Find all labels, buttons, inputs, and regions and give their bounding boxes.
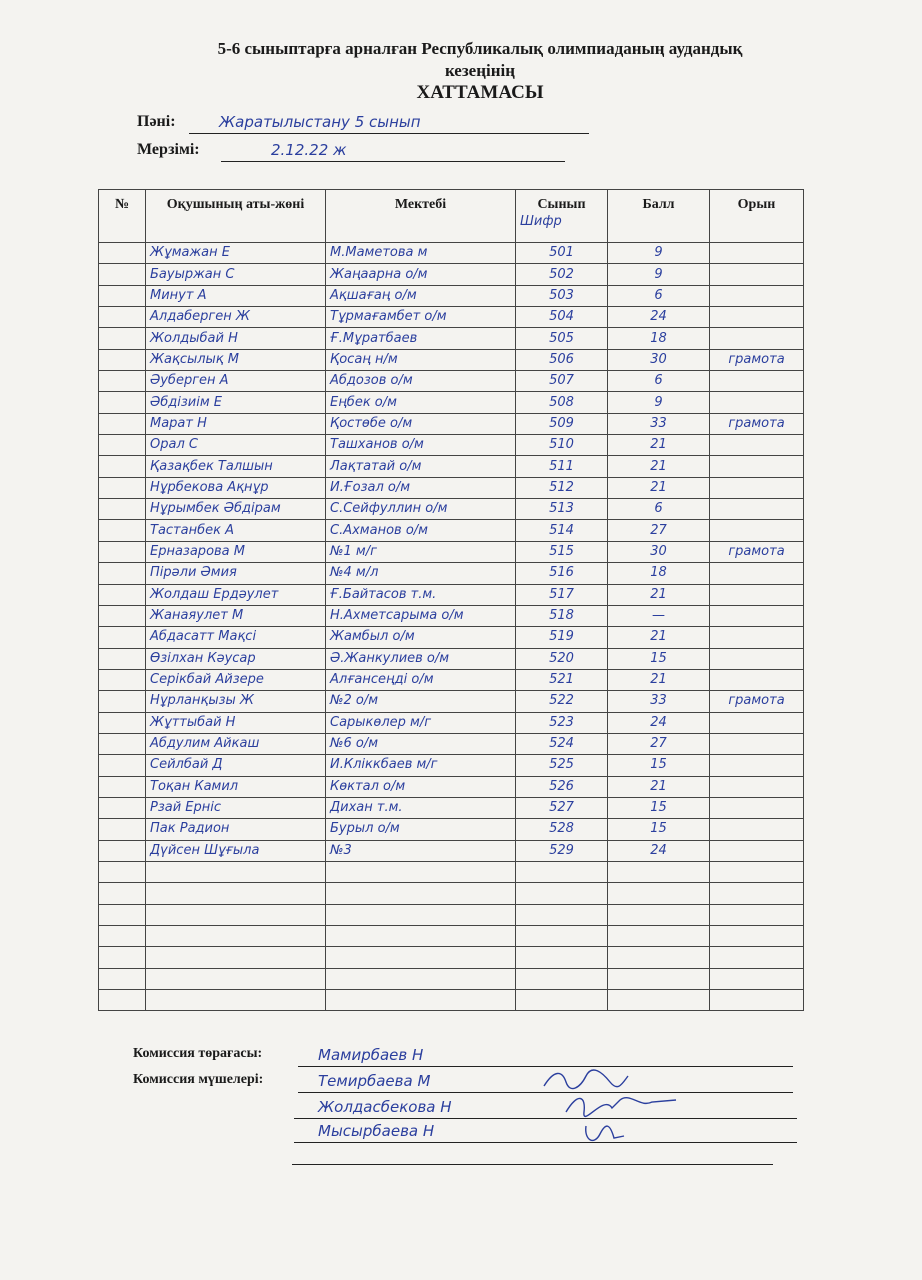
score: 24 xyxy=(608,712,710,733)
row-number xyxy=(99,584,146,605)
row-number xyxy=(99,733,146,754)
title-line-3: ХАТТАМАСЫ xyxy=(416,82,544,103)
score xyxy=(608,883,710,904)
school-name: С.Сейфуллин о/м xyxy=(326,499,516,520)
row-number xyxy=(99,648,146,669)
row-number xyxy=(99,520,146,541)
school-name: Жаңаарна о/м xyxy=(326,264,516,285)
school-name: №4 м/л xyxy=(326,563,516,584)
score: — xyxy=(608,605,710,626)
student-name: Әуберген А xyxy=(146,371,326,392)
row-number xyxy=(99,349,146,370)
student-name xyxy=(146,947,326,968)
member-line-1: Темирбаева М xyxy=(298,1072,793,1093)
school-name: №3 xyxy=(326,840,516,861)
place xyxy=(710,499,804,520)
table-row xyxy=(99,627,804,648)
school-name: Көктал о/м xyxy=(326,776,516,797)
score: 27 xyxy=(608,733,710,754)
student-name: Абдулим Айкаш xyxy=(146,733,326,754)
place xyxy=(710,883,804,904)
row-number xyxy=(99,840,146,861)
place xyxy=(710,563,804,584)
score xyxy=(608,968,710,989)
school-name: Ташханов о/м xyxy=(326,435,516,456)
class-cipher xyxy=(516,904,608,925)
school-name xyxy=(326,947,516,968)
student-name xyxy=(146,883,326,904)
class-cipher: 529 xyxy=(516,840,608,861)
class-cipher: 516 xyxy=(516,563,608,584)
table-row xyxy=(99,712,804,733)
row-number xyxy=(99,307,146,328)
table-row xyxy=(99,349,804,370)
student-name xyxy=(146,968,326,989)
class-cipher: 507 xyxy=(516,371,608,392)
table-row xyxy=(99,947,804,968)
student-name xyxy=(146,926,326,947)
class-cipher xyxy=(516,926,608,947)
score: 15 xyxy=(608,648,710,669)
place xyxy=(710,264,804,285)
row-number xyxy=(99,883,146,904)
student-name: Тастанбек А xyxy=(146,520,326,541)
class-cipher: 521 xyxy=(516,669,608,690)
place xyxy=(710,797,804,818)
place xyxy=(710,648,804,669)
members-label: Комиссия мүшелері: xyxy=(133,1072,264,1087)
place xyxy=(710,307,804,328)
student-name: Жұттыбай Н xyxy=(146,712,326,733)
student-name: Әбдізиім Е xyxy=(146,392,326,413)
school-name: Қостөбе о/м xyxy=(326,413,516,434)
student-name: Тоқан Камил xyxy=(146,776,326,797)
row-number xyxy=(99,776,146,797)
place xyxy=(710,477,804,498)
class-cipher xyxy=(516,968,608,989)
school-name: Н.Ахметсарыма о/м xyxy=(326,605,516,626)
place xyxy=(710,328,804,349)
place xyxy=(710,243,804,264)
class-cipher: 510 xyxy=(516,435,608,456)
row-number xyxy=(99,541,146,562)
score: 21 xyxy=(608,776,710,797)
score: 9 xyxy=(608,392,710,413)
student-name: Ерназарова М xyxy=(146,541,326,562)
school-name xyxy=(326,904,516,925)
place xyxy=(710,840,804,861)
school-name: Жамбыл о/м xyxy=(326,627,516,648)
row-number xyxy=(99,627,146,648)
school-name: Сарыкөлер м/г xyxy=(326,712,516,733)
table-row xyxy=(99,435,804,456)
class-cipher: 528 xyxy=(516,819,608,840)
row-number xyxy=(99,264,146,285)
results-body xyxy=(99,243,804,1011)
class-cipher: 520 xyxy=(516,648,608,669)
place xyxy=(710,285,804,306)
student-name: Пак Радион xyxy=(146,819,326,840)
table-row xyxy=(99,648,804,669)
header-cipher-handwritten: Шифр xyxy=(520,214,562,229)
table-row xyxy=(99,328,804,349)
school-name xyxy=(326,926,516,947)
header-school: Мектебі xyxy=(326,190,516,243)
score: 15 xyxy=(608,797,710,818)
class-cipher: 515 xyxy=(516,541,608,562)
class-cipher: 501 xyxy=(516,243,608,264)
row-number xyxy=(99,243,146,264)
score: 33 xyxy=(608,691,710,712)
score: 9 xyxy=(608,243,710,264)
chair-value: Мамирбаев Н xyxy=(298,1046,793,1067)
row-number xyxy=(99,328,146,349)
row-number xyxy=(99,691,146,712)
table-row xyxy=(99,755,804,776)
row-number xyxy=(99,563,146,584)
date-field xyxy=(137,141,517,165)
row-number xyxy=(99,819,146,840)
class-cipher: 524 xyxy=(516,733,608,754)
table-row xyxy=(99,541,804,562)
school-name: №1 м/г xyxy=(326,541,516,562)
class-cipher: 511 xyxy=(516,456,608,477)
class-cipher: 527 xyxy=(516,797,608,818)
place: грамота xyxy=(710,541,804,562)
school-name: Ғ.Мұратбаев xyxy=(326,328,516,349)
student-name: Сейлбай Д xyxy=(146,755,326,776)
place xyxy=(710,733,804,754)
place xyxy=(710,712,804,733)
place xyxy=(710,584,804,605)
school-name: С.Ахманов о/м xyxy=(326,520,516,541)
score: 27 xyxy=(608,520,710,541)
class-cipher xyxy=(516,947,608,968)
student-name: Пірәли Әмия xyxy=(146,563,326,584)
place xyxy=(710,861,804,882)
table-row xyxy=(99,563,804,584)
header-score: Балл xyxy=(608,190,710,243)
place xyxy=(710,371,804,392)
class-cipher: 503 xyxy=(516,285,608,306)
school-name: №6 о/м xyxy=(326,733,516,754)
score xyxy=(608,904,710,925)
table-row xyxy=(99,499,804,520)
subject-label: Пәні: xyxy=(137,113,176,130)
place xyxy=(710,904,804,925)
table-row xyxy=(99,520,804,541)
student-name: Өзілхан Кәусар xyxy=(146,648,326,669)
school-name xyxy=(326,990,516,1011)
table-row xyxy=(99,669,804,690)
header-place: Орын xyxy=(710,190,804,243)
table-row xyxy=(99,776,804,797)
school-name: И.Кліккбаев м/г xyxy=(326,755,516,776)
header-class-label: Сынып xyxy=(537,197,586,212)
member-line-3: Мысырбаева Н xyxy=(294,1122,797,1143)
school-name: Еңбек о/м xyxy=(326,392,516,413)
table-row xyxy=(99,392,804,413)
class-cipher: 505 xyxy=(516,328,608,349)
table-row xyxy=(99,819,804,840)
table-row xyxy=(99,797,804,818)
table-row xyxy=(99,584,804,605)
class-cipher: 513 xyxy=(516,499,608,520)
score xyxy=(608,990,710,1011)
score: 21 xyxy=(608,669,710,690)
student-name: Жолдыбай Н xyxy=(146,328,326,349)
subject-value: Жаратылыстану 5 сынып xyxy=(189,113,589,134)
score: 21 xyxy=(608,477,710,498)
table-header-row xyxy=(99,190,804,243)
place xyxy=(710,392,804,413)
table-row xyxy=(99,883,804,904)
school-name: Ә.Жанкулиев о/м xyxy=(326,648,516,669)
school-name: Ақшағаң о/м xyxy=(326,285,516,306)
row-number xyxy=(99,904,146,925)
score: 15 xyxy=(608,755,710,776)
score xyxy=(608,947,710,968)
row-number xyxy=(99,861,146,882)
table-row xyxy=(99,371,804,392)
row-number xyxy=(99,413,146,434)
place xyxy=(710,926,804,947)
student-name: Нұрбекова Ақнұр xyxy=(146,477,326,498)
row-number xyxy=(99,797,146,818)
school-name: М.Маметова м xyxy=(326,243,516,264)
row-number xyxy=(99,435,146,456)
place xyxy=(710,776,804,797)
score: 18 xyxy=(608,328,710,349)
table-row xyxy=(99,605,804,626)
score xyxy=(608,861,710,882)
table-row xyxy=(99,904,804,925)
score: 6 xyxy=(608,499,710,520)
table-row xyxy=(99,691,804,712)
document-title xyxy=(120,38,840,104)
table-row xyxy=(99,926,804,947)
place xyxy=(710,669,804,690)
row-number xyxy=(99,968,146,989)
school-name: Лақтатай о/м xyxy=(326,456,516,477)
class-cipher: 514 xyxy=(516,520,608,541)
score: 33 xyxy=(608,413,710,434)
score: 24 xyxy=(608,840,710,861)
table-row xyxy=(99,477,804,498)
header-name: Оқушының аты-жөні xyxy=(146,190,326,243)
score: 21 xyxy=(608,627,710,648)
school-name: Алғансеңді о/м xyxy=(326,669,516,690)
score: 30 xyxy=(608,349,710,370)
student-name: Нұрланқызы Ж xyxy=(146,691,326,712)
class-cipher: 525 xyxy=(516,755,608,776)
class-cipher: 517 xyxy=(516,584,608,605)
place xyxy=(710,435,804,456)
class-cipher: 508 xyxy=(516,392,608,413)
school-name: Ғ.Байтасов т.м. xyxy=(326,584,516,605)
date-label: Мерзімі: xyxy=(137,141,200,158)
school-name xyxy=(326,883,516,904)
class-cipher: 518 xyxy=(516,605,608,626)
score: 6 xyxy=(608,371,710,392)
table-row xyxy=(99,456,804,477)
place xyxy=(710,990,804,1011)
row-number xyxy=(99,669,146,690)
row-number xyxy=(99,605,146,626)
student-name xyxy=(146,904,326,925)
table-row xyxy=(99,733,804,754)
results-table xyxy=(98,189,804,1011)
score: 6 xyxy=(608,285,710,306)
table-row xyxy=(99,243,804,264)
row-number xyxy=(99,990,146,1011)
title-line-1: 5-6 сыныптарға арналған Республикалық олимпиаданың аудандық xyxy=(217,39,743,58)
student-name: Алдаберген Ж xyxy=(146,307,326,328)
school-name: Бурыл о/м xyxy=(326,819,516,840)
score: 21 xyxy=(608,435,710,456)
school-name: Қосаң н/м xyxy=(326,349,516,370)
table-row xyxy=(99,307,804,328)
place xyxy=(710,755,804,776)
student-name: Нұрымбек Әбдірам xyxy=(146,499,326,520)
class-cipher: 509 xyxy=(516,413,608,434)
table-row xyxy=(99,861,804,882)
place xyxy=(710,819,804,840)
student-name: Жұмажан Е xyxy=(146,243,326,264)
student-name xyxy=(146,990,326,1011)
date-value: 2.12.22 ж xyxy=(221,141,565,162)
header-num: № xyxy=(99,190,146,243)
chair-label: Комиссия төрағасы: xyxy=(133,1046,263,1061)
signature-3 xyxy=(580,1118,630,1148)
table-row xyxy=(99,840,804,861)
school-name: Абдозов о/м xyxy=(326,371,516,392)
class-cipher: 522 xyxy=(516,691,608,712)
student-name: Марат Н xyxy=(146,413,326,434)
class-cipher: 519 xyxy=(516,627,608,648)
place: грамота xyxy=(710,413,804,434)
row-number xyxy=(99,456,146,477)
class-cipher: 523 xyxy=(516,712,608,733)
student-name: Қазақбек Талшын xyxy=(146,456,326,477)
student-name: Бауыржан С xyxy=(146,264,326,285)
school-name: №2 о/м xyxy=(326,691,516,712)
class-cipher: 504 xyxy=(516,307,608,328)
place xyxy=(710,947,804,968)
class-cipher xyxy=(516,883,608,904)
member-line-4 xyxy=(292,1144,773,1165)
row-number xyxy=(99,371,146,392)
school-name: Дихан т.м. xyxy=(326,797,516,818)
place: грамота xyxy=(710,349,804,370)
score: 21 xyxy=(608,584,710,605)
student-name: Орал С xyxy=(146,435,326,456)
row-number xyxy=(99,285,146,306)
table-row xyxy=(99,968,804,989)
school-name xyxy=(326,968,516,989)
score xyxy=(608,926,710,947)
class-cipher xyxy=(516,861,608,882)
class-cipher: 506 xyxy=(516,349,608,370)
place xyxy=(710,520,804,541)
place: грамота xyxy=(710,691,804,712)
score: 21 xyxy=(608,456,710,477)
place xyxy=(710,456,804,477)
student-name: Жолдаш Ердәулет xyxy=(146,584,326,605)
class-cipher: 526 xyxy=(516,776,608,797)
row-number xyxy=(99,926,146,947)
student-name: Абдасатт Мақсі xyxy=(146,627,326,648)
class-cipher: 512 xyxy=(516,477,608,498)
row-number xyxy=(99,947,146,968)
row-number xyxy=(99,712,146,733)
score: 30 xyxy=(608,541,710,562)
place xyxy=(710,605,804,626)
table-row xyxy=(99,990,804,1011)
student-name: Жанаяулет М xyxy=(146,605,326,626)
row-number xyxy=(99,755,146,776)
student-name: Серікбай Айзере xyxy=(146,669,326,690)
school-name: Тұрмағамбет о/м xyxy=(326,307,516,328)
place xyxy=(710,968,804,989)
row-number xyxy=(99,477,146,498)
score: 9 xyxy=(608,264,710,285)
school-name xyxy=(326,861,516,882)
member-line-2: Жолдасбекова Н xyxy=(294,1098,797,1119)
place xyxy=(710,627,804,648)
score: 15 xyxy=(608,819,710,840)
row-number xyxy=(99,499,146,520)
title-line-2: кезеңінің xyxy=(444,61,516,80)
header-class xyxy=(516,190,608,243)
score: 24 xyxy=(608,307,710,328)
student-name: Минут А xyxy=(146,285,326,306)
class-cipher xyxy=(516,990,608,1011)
student-name: Дүйсен Шұғыла xyxy=(146,840,326,861)
table-row xyxy=(99,285,804,306)
student-name: Жақсылық М xyxy=(146,349,326,370)
student-name: Рзай Ерніс xyxy=(146,797,326,818)
table-row xyxy=(99,264,804,285)
table-row xyxy=(99,413,804,434)
score: 18 xyxy=(608,563,710,584)
class-cipher: 502 xyxy=(516,264,608,285)
school-name: И.Ғозал о/м xyxy=(326,477,516,498)
subject-field xyxy=(137,113,567,137)
row-number xyxy=(99,392,146,413)
student-name xyxy=(146,861,326,882)
